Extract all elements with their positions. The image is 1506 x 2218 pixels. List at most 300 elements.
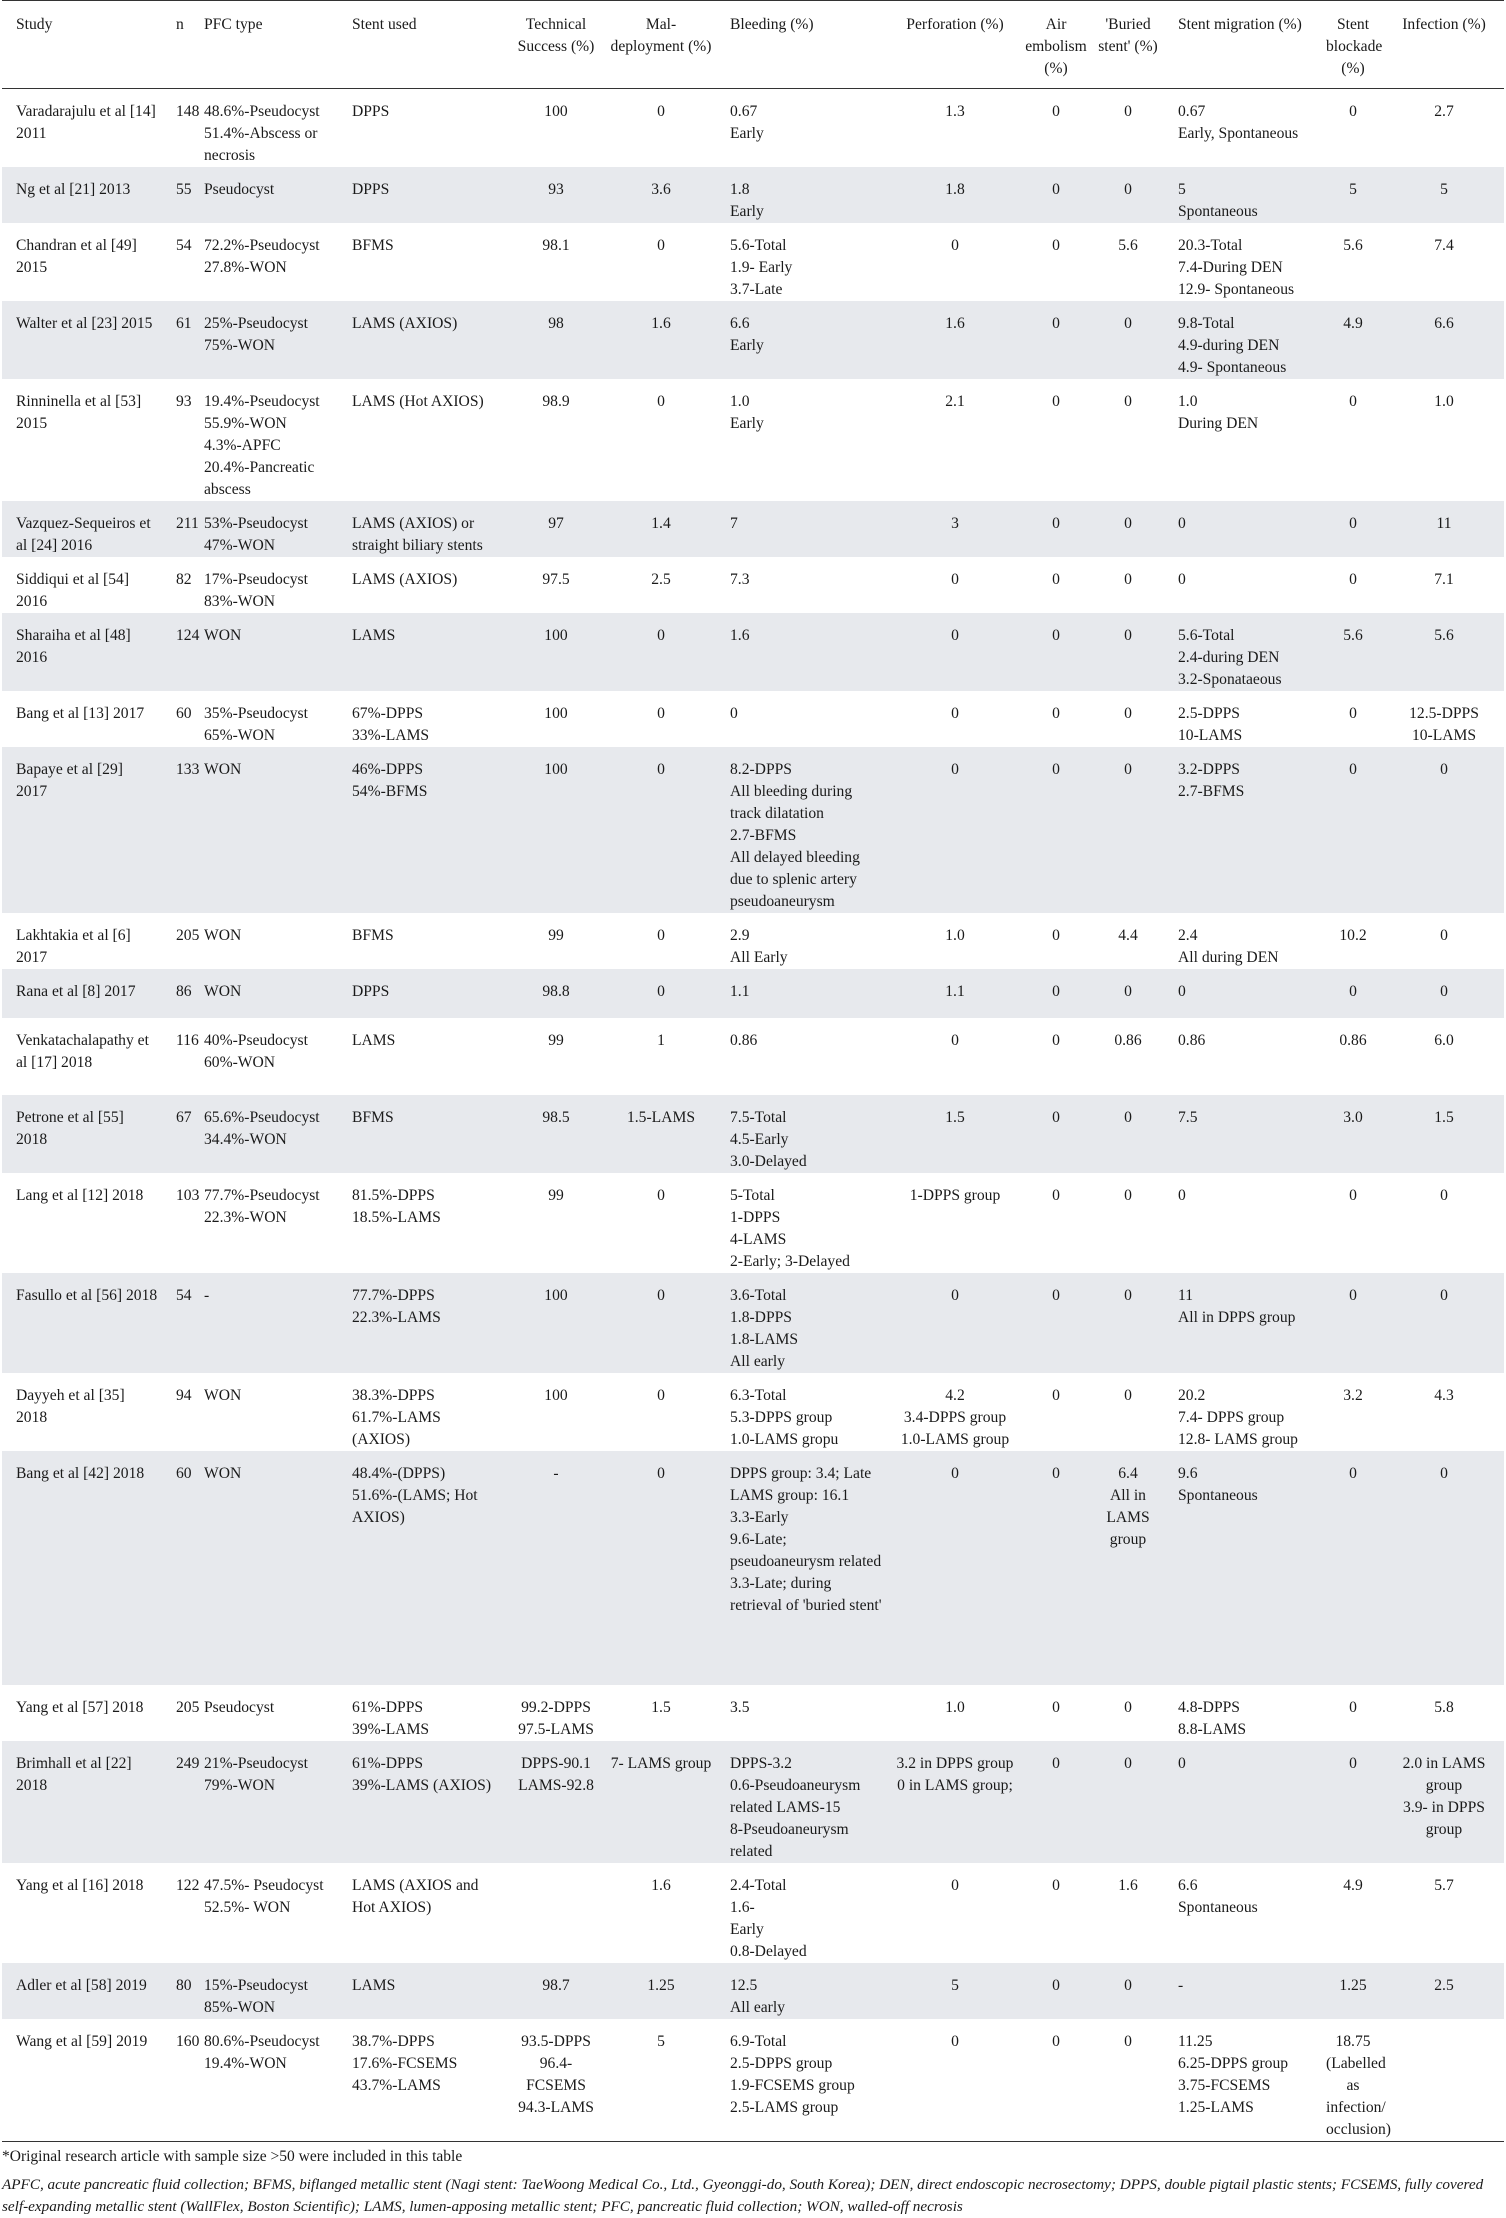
table-row	[2, 969, 1504, 1018]
cell-bleed: 1.1	[730, 983, 750, 1000]
cell-pfc: 47.5%- Pseudocyst 52.5%- WON	[204, 1877, 324, 1916]
cell-tech: 100	[544, 627, 568, 644]
cell-air: 0	[1052, 1387, 1060, 1404]
cell-study: Wang et al [59] 2019	[16, 2033, 148, 2050]
cell-n: 133	[176, 761, 200, 778]
table-header-row	[2, 1, 1504, 89]
table-row	[2, 1863, 1504, 1963]
cell-infect: 6.0	[1434, 1032, 1454, 1049]
cell-perf: 1.0	[945, 1699, 965, 1716]
cell-block: 0	[1349, 1755, 1357, 1772]
table-row	[2, 613, 1504, 691]
cell-bleed: DPPS group: 3.4; Late LAMS group: 16.1 3.3-Early 9.6-Late; pseudoaneurysm related 3.3-Late; during retrieval of 'buried stent'	[730, 1465, 882, 1614]
cell-block: 0	[1349, 1465, 1357, 1482]
table-row	[2, 1095, 1504, 1173]
cell-study: Dayyeh et al [35] 2018	[16, 1387, 125, 1426]
cell-block: 0	[1349, 1287, 1357, 1304]
cell-mal: 0	[657, 1387, 665, 1404]
cell-migr: 0	[1178, 571, 1186, 588]
cell-pfc: WON	[204, 761, 242, 778]
cell-block: 0	[1349, 515, 1357, 532]
cell-tech: 99	[548, 927, 564, 944]
table-row	[2, 379, 1504, 501]
cell-air: 0	[1052, 2033, 1060, 2050]
cell-bleed: 6.9-Total 2.5-DPPS group 1.9-FCSEMS group 2.5-LAMS group	[730, 2033, 855, 2116]
header-mal: Mal-deployment (%)	[610, 16, 712, 55]
cell-study: Chandran et al [49] 2015	[16, 237, 137, 276]
cell-migr: 1.0 During DEN	[1178, 393, 1259, 432]
cell-bleed: 3.5	[730, 1699, 750, 1716]
cell-pfc: Pseudocyst	[204, 181, 275, 198]
cell-mal: 0	[657, 237, 665, 254]
cell-n: 54	[176, 1287, 192, 1304]
cell-pfc: -	[204, 1287, 210, 1304]
cell-block: 0	[1349, 103, 1357, 120]
cell-buried: 0	[1124, 181, 1132, 198]
cell-n: 205	[176, 927, 200, 944]
cell-air: 0	[1052, 983, 1060, 1000]
cell-mal: 7- LAMS group	[610, 1755, 712, 1772]
cell-mal: 1.5-LAMS	[626, 1109, 695, 1126]
cell-air: 0	[1052, 1465, 1060, 1482]
cell-block: 1.25	[1339, 1977, 1367, 1994]
cell-perf: 0	[951, 705, 959, 722]
cell-air: 0	[1052, 705, 1060, 722]
table-row	[2, 1018, 1504, 1095]
cell-buried: 0	[1124, 571, 1132, 588]
cell-buried: 0	[1124, 103, 1132, 120]
cell-infect: 0	[1440, 1287, 1448, 1304]
table-row	[2, 1273, 1504, 1373]
cell-tech: 100	[544, 1387, 568, 1404]
cell-mal: 0	[657, 705, 665, 722]
header-perf: Perforation (%)	[906, 16, 1004, 33]
cell-tech: 93	[548, 181, 564, 198]
cell-infect: 5	[1440, 181, 1448, 198]
cell-tech: 98.9	[542, 393, 570, 410]
cell-tech: 100	[544, 761, 568, 778]
cell-bleed: 1.8 Early	[730, 181, 764, 220]
cell-infect: 4.3	[1434, 1387, 1454, 1404]
cell-perf: 0	[951, 761, 959, 778]
cell-migr: 0	[1178, 1755, 1186, 1772]
cell-infect: 6.6	[1434, 315, 1454, 332]
cell-stent: LAMS (AXIOS and Hot AXIOS)	[352, 1877, 479, 1916]
cell-air: 0	[1052, 103, 1060, 120]
cell-stent: DPPS	[352, 983, 390, 1000]
cell-stent: LAMS (AXIOS)	[352, 571, 458, 588]
cell-n: 122	[176, 1877, 200, 1894]
cell-pfc: 35%-Pseudocyst 65%-WON	[204, 705, 308, 744]
cell-stent: 77.7%-DPPS 22.3%-LAMS	[352, 1287, 441, 1326]
cell-stent: BFMS	[352, 237, 394, 254]
cell-pfc: 65.6%-Pseudocyst 34.4%-WON	[204, 1109, 320, 1148]
cell-stent: LAMS (Hot AXIOS)	[352, 393, 484, 410]
cell-stent: 81.5%-DPPS 18.5%-LAMS	[352, 1187, 441, 1226]
cell-study: Vazquez-Sequeiros et al [24] 2016	[16, 515, 151, 554]
cell-migr: 0.86	[1178, 1032, 1206, 1049]
table-row	[2, 1685, 1504, 1741]
cell-study: Yang et al [57] 2018	[16, 1699, 144, 1716]
cell-block: 3.2	[1343, 1387, 1363, 1404]
cell-buried: 0	[1124, 2033, 1132, 2050]
cell-stent: DPPS	[352, 103, 390, 120]
cell-buried: 4.4	[1118, 927, 1138, 944]
cell-air: 0	[1052, 393, 1060, 410]
table-row	[2, 167, 1504, 223]
cell-buried: 0	[1124, 1287, 1132, 1304]
table-row	[2, 913, 1504, 969]
cell-pfc: 17%-Pseudocyst 83%-WON	[204, 571, 308, 610]
cell-study: Rinninella et al [53] 2015	[16, 393, 142, 432]
cell-study: Bapaye et al [29] 2017	[16, 761, 123, 800]
cell-tech: 100	[544, 705, 568, 722]
cell-perf: 0	[951, 1877, 959, 1894]
cell-stent: BFMS	[352, 927, 394, 944]
cell-infect: 0	[1440, 761, 1448, 778]
cell-perf: 1.3	[945, 103, 965, 120]
cell-block: 0	[1349, 983, 1357, 1000]
cell-air: 0	[1052, 571, 1060, 588]
cell-pfc: 72.2%-Pseudocyst 27.8%-WON	[204, 237, 320, 276]
cell-study: Bang et al [13] 2017	[16, 705, 145, 722]
cell-migr: 0	[1178, 515, 1186, 532]
cell-n: 60	[176, 705, 192, 722]
cell-infect: 0	[1440, 983, 1448, 1000]
cell-air: 0	[1052, 1699, 1060, 1716]
cell-study: Fasullo et al [56] 2018	[16, 1287, 158, 1304]
cell-buried: 0	[1124, 1977, 1132, 1994]
cell-air: 0	[1052, 237, 1060, 254]
cell-infect: 5.6	[1434, 627, 1454, 644]
cell-study: Venkatachalapathy et al [17] 2018	[16, 1032, 149, 1071]
cell-mal: 3.6	[651, 181, 671, 198]
cell-tech: DPPS-90.1 LAMS-92.8	[518, 1755, 594, 1794]
cell-infect: 2.0 in LAMS group 3.9- in DPPS group	[1402, 1755, 1486, 1838]
cell-block: 5.6	[1343, 627, 1363, 644]
cell-air: 0	[1052, 927, 1060, 944]
cell-mal: 1.6	[651, 1877, 671, 1894]
table-row	[2, 691, 1504, 747]
cell-tech: -	[553, 1465, 559, 1482]
cell-study: Varadarajulu et al [14] 2011	[16, 103, 156, 142]
cell-stent: LAMS	[352, 627, 396, 644]
cell-buried: 5.6	[1118, 237, 1138, 254]
table-body	[2, 89, 1504, 2142]
cell-migr: 9.6 Spontaneous	[1178, 1465, 1258, 1504]
cell-block: 0	[1349, 705, 1357, 722]
cell-study: Petrone et al [55] 2018	[16, 1109, 124, 1148]
header-tech: Technical Success (%)	[517, 16, 595, 55]
cell-perf: 4.2 3.4-DPPS group 1.0-LAMS group	[900, 1387, 1010, 1448]
cell-pfc: 15%-Pseudocyst 85%-WON	[204, 1977, 308, 2016]
cell-tech: 97	[548, 515, 564, 532]
cell-buried: 1.6	[1118, 1877, 1138, 1894]
cell-migr: 4.8-DPPS 8.8-LAMS	[1178, 1699, 1247, 1738]
cell-mal: 0	[657, 627, 665, 644]
cell-air: 0	[1052, 1287, 1060, 1304]
header-bleed: Bleeding (%)	[730, 16, 814, 33]
cell-n: 86	[176, 983, 192, 1000]
cell-pfc: WON	[204, 1465, 242, 1482]
cell-pfc: WON	[204, 627, 242, 644]
cell-air: 0	[1052, 761, 1060, 778]
cell-stent: 38.3%-DPPS 61.7%-LAMS (AXIOS)	[352, 1387, 441, 1448]
cell-migr: 3.2-DPPS 2.7-BFMS	[1178, 761, 1245, 800]
cell-infect: 5.8	[1434, 1699, 1454, 1716]
cell-n: 148	[176, 103, 200, 120]
cell-n: 55	[176, 181, 192, 198]
cell-infect: 2.5	[1434, 1977, 1454, 1994]
cell-block: 0.86	[1339, 1032, 1367, 1049]
cell-block: 18.75 (Labelled as infection/ occlusion)	[1326, 2033, 1391, 2138]
cell-study: Bang et al [42] 2018	[16, 1465, 145, 1482]
cell-bleed: 7.5-Total 4.5-Early 3.0-Delayed	[730, 1109, 807, 1170]
cell-n: 124	[176, 627, 200, 644]
header-air: Air embolism (%)	[1025, 16, 1087, 77]
cell-study: Walter et al [23] 2015	[16, 315, 153, 332]
cell-buried: 0	[1124, 1187, 1132, 1204]
header-stent: Stent used	[352, 16, 417, 33]
cell-perf: 1.8	[945, 181, 965, 198]
header-migr: Stent migration (%)	[1178, 16, 1302, 33]
table-row	[2, 223, 1504, 301]
cell-stent: 46%-DPPS 54%-BFMS	[352, 761, 428, 800]
cell-perf: 3	[951, 515, 959, 532]
cell-block: 0	[1349, 1187, 1357, 1204]
cell-mal: 1.6	[651, 315, 671, 332]
cell-perf: 0	[951, 571, 959, 588]
cell-mal: 0	[657, 1287, 665, 1304]
cell-pfc: 77.7%-Pseudocyst 22.3%-WON	[204, 1187, 320, 1226]
cell-mal: 1.4	[651, 515, 671, 532]
cell-infect: 1.0	[1434, 393, 1454, 410]
abbreviations-note: APFC, acute pancreatic fluid collection; BFMS, biflanged metallic stent (Nagi stent: TaeWoong Medical Co., Ltd., Gyeonggi-do, South Korea); DEN, direct endoscopic necrosectomy; DPPS, double pigtail plastic stents; FCSEMS, fully covered self-expanding metallic stent (WallFlex, Boston Scientific); LAMS, lumen-apposing metallic stent; PFC, pancreatic fluid collection; WON, walled-off necrosis	[2, 2176, 1484, 2215]
cell-tech: 98	[548, 315, 564, 332]
complications-table	[2, 0, 1504, 2142]
cell-migr: 0	[1178, 1187, 1186, 1204]
cell-bleed: 0	[730, 705, 738, 722]
cell-pfc: WON	[204, 927, 242, 944]
cell-study: Adler et al [58] 2019	[16, 1977, 147, 1994]
cell-block: 5.6	[1343, 237, 1363, 254]
table-row	[2, 1173, 1504, 1273]
cell-n: 80	[176, 1977, 192, 1994]
header-buried: 'Buried stent' (%)	[1098, 16, 1158, 55]
cell-migr: 11.25 6.25-DPPS group 3.75-FCSEMS 1.25-LAMS	[1178, 2033, 1289, 2116]
cell-block: 3.0	[1343, 1109, 1363, 1126]
cell-infect: 12.5-DPPS 10-LAMS	[1409, 705, 1479, 744]
cell-bleed: DPPS-3.2 0.6-Pseudoaneurysm related LAMS-15 8-Pseudoaneurysm related	[730, 1755, 861, 1860]
cell-bleed: 1.0 Early	[730, 393, 764, 432]
cell-pfc: WON	[204, 1387, 242, 1404]
cell-perf: 1.6	[945, 315, 965, 332]
cell-air: 0	[1052, 1187, 1060, 1204]
cell-mal: 0	[657, 1187, 665, 1204]
cell-air: 0	[1052, 1032, 1060, 1049]
cell-migr: 5.6-Total 2.4-during DEN 3.2-Sponataeous	[1178, 627, 1282, 688]
cell-n: 93	[176, 393, 192, 410]
table-row	[2, 1373, 1504, 1451]
cell-tech: 100	[544, 1287, 568, 1304]
table-container	[2, 0, 1504, 2142]
cell-n: 67	[176, 1109, 192, 1126]
cell-pfc: Pseudocyst	[204, 1699, 275, 1716]
cell-stent: LAMS	[352, 1032, 396, 1049]
cell-buried: 0	[1124, 983, 1132, 1000]
cell-bleed: 5-Total 1-DPPS 4-LAMS 2-Early; 3-Delayed	[730, 1187, 850, 1270]
cell-mal: 0	[657, 761, 665, 778]
cell-n: 94	[176, 1387, 192, 1404]
cell-bleed: 3.6-Total 1.8-DPPS 1.8-LAMS All early	[730, 1287, 799, 1370]
cell-study: Siddiqui et al [54] 2016	[16, 571, 130, 610]
cell-stent: BFMS	[352, 1109, 394, 1126]
cell-study: Brimhall et al [22] 2018	[16, 1755, 132, 1794]
cell-block: 4.9	[1343, 1877, 1363, 1894]
cell-infect: 0	[1440, 1187, 1448, 1204]
header-n: n	[176, 16, 184, 33]
cell-bleed: 12.5 All early	[730, 1977, 785, 2016]
cell-stent: 38.7%-DPPS 17.6%-FCSEMS 43.7%-LAMS	[352, 2033, 458, 2094]
cell-n: 211	[176, 515, 199, 532]
cell-air: 0	[1052, 315, 1060, 332]
cell-stent: 48.4%-(DPPS) 51.6%-(LAMS; Hot AXIOS)	[352, 1465, 478, 1526]
cell-n: 249	[176, 1755, 200, 1772]
cell-mal: 5	[657, 2033, 665, 2050]
cell-n: 103	[176, 1187, 200, 1204]
cell-perf: 0	[951, 1287, 959, 1304]
cell-tech: 99	[548, 1032, 564, 1049]
table-row	[2, 1451, 1504, 1685]
cell-air: 0	[1052, 515, 1060, 532]
cell-mal: 1.25	[647, 1977, 675, 1994]
cell-n: 160	[176, 2033, 200, 2050]
table-row	[2, 89, 1504, 168]
cell-mal: 0	[657, 983, 665, 1000]
cell-migr: -	[1178, 1977, 1184, 1994]
cell-bleed: 7.3	[730, 571, 750, 588]
cell-bleed: 8.2-DPPS All bleeding during track dilatation 2.7-BFMS All delayed bleeding due to splenic artery pseudoaneurysm	[730, 761, 860, 910]
cell-migr: 5 Spontaneous	[1178, 181, 1258, 220]
cell-pfc: 21%-Pseudocyst 79%-WON	[204, 1755, 308, 1794]
cell-study: Ng et al [21] 2013	[16, 181, 131, 198]
cell-mal: 0	[657, 103, 665, 120]
table-row	[2, 301, 1504, 379]
header-pfc: PFC type	[204, 16, 263, 33]
cell-stent: 61%-DPPS 39%-LAMS	[352, 1699, 430, 1738]
cell-migr: 11 All in DPPS group	[1178, 1287, 1296, 1326]
cell-air: 0	[1052, 1109, 1060, 1126]
cell-tech: 100	[544, 103, 568, 120]
cell-bleed: 5.6-Total 1.9- Early 3.7-Late	[730, 237, 793, 298]
cell-mal: 0	[657, 927, 665, 944]
cell-buried: 6.4 All in LAMS group	[1106, 1465, 1150, 1548]
cell-perf: 2.1	[945, 393, 965, 410]
cell-block: 0	[1349, 393, 1357, 410]
cell-mal: 0	[657, 393, 665, 410]
cell-migr: 20.2 7.4- DPPS group 12.8- LAMS group	[1178, 1387, 1298, 1448]
cell-mal: 1	[657, 1032, 665, 1049]
cell-infect: 0	[1440, 1465, 1448, 1482]
cell-n: 60	[176, 1465, 192, 1482]
cell-tech: 98.8	[542, 983, 570, 1000]
cell-perf: 5	[951, 1977, 959, 1994]
table-row	[2, 557, 1504, 613]
cell-pfc: 48.6%-Pseudocyst 51.4%-Abscess or necrosis	[204, 103, 320, 164]
cell-tech: 98.7	[542, 1977, 570, 1994]
cell-pfc: 53%-Pseudocyst 47%-WON	[204, 515, 308, 554]
table-row	[2, 1741, 1504, 1863]
cell-block: 0	[1349, 761, 1357, 778]
cell-migr: 7.5	[1178, 1109, 1198, 1126]
cell-perf: 1.5	[945, 1109, 965, 1126]
cell-pfc: 19.4%-Pseudocyst 55.9%-WON 4.3%-APFC 20.4%-Pancreatic abscess	[204, 393, 320, 498]
cell-migr: 2.4 All during DEN	[1178, 927, 1279, 966]
cell-air: 0	[1052, 1755, 1060, 1772]
cell-perf: 1-DPPS group	[909, 1187, 1001, 1204]
cell-bleed: 1.6	[730, 627, 750, 644]
cell-buried: 0	[1124, 315, 1132, 332]
cell-perf: 1.0	[945, 927, 965, 944]
cell-bleed: 6.6 Early	[730, 315, 764, 354]
cell-perf: 0	[951, 1465, 959, 1482]
cell-study: Sharaiha et al [48] 2016	[16, 627, 131, 666]
cell-infect	[1384, 2019, 1504, 2142]
cell-buried: 0	[1124, 1109, 1132, 1126]
cell-buried: 0	[1124, 1387, 1132, 1404]
cell-infect: 1.5	[1434, 1109, 1454, 1126]
cell-stent: 61%-DPPS 39%-LAMS (AXIOS)	[352, 1755, 492, 1794]
cell-perf: 3.2 in DPPS group 0 in LAMS group;	[896, 1755, 1014, 1794]
cell-pfc: WON	[204, 983, 242, 1000]
cell-mal: 1.5	[651, 1699, 671, 1716]
table-row	[2, 2019, 1504, 2142]
cell-block: 0	[1349, 1699, 1357, 1716]
table-row	[2, 747, 1504, 913]
cell-air: 0	[1052, 1877, 1060, 1894]
cell-bleed: 2.4-Total 1.6- Early 0.8-Delayed	[730, 1877, 807, 1960]
table-row	[2, 1963, 1504, 2019]
cell-perf: 1.1	[945, 983, 965, 1000]
cell-perf: 0	[951, 627, 959, 644]
cell-migr: 20.3-Total 7.4-During DEN 12.9- Spontaneous	[1178, 237, 1295, 298]
cell-n: 205	[176, 1699, 200, 1716]
header-study: Study	[16, 16, 53, 33]
cell-tech: 98.5	[542, 1109, 570, 1126]
cell-mal: 0	[657, 1465, 665, 1482]
cell-stent: DPPS	[352, 181, 390, 198]
header-infect: Infection (%)	[1402, 16, 1486, 33]
cell-block: 0	[1349, 571, 1357, 588]
cell-block: 5	[1349, 181, 1357, 198]
table-footnote: *Original research article with sample size >50 were included in this table	[2, 2148, 463, 2165]
cell-air: 0	[1052, 1977, 1060, 1994]
cell-infect: 0	[1440, 927, 1448, 944]
cell-migr: 2.5-DPPS 10-LAMS	[1178, 705, 1243, 744]
cell-block: 4.9	[1343, 315, 1363, 332]
cell-bleed: 7	[730, 515, 738, 532]
cell-pfc: 25%-Pseudocyst 75%-WON	[204, 315, 308, 354]
cell-infect: 7.4	[1434, 237, 1454, 254]
cell-block: 10.2	[1339, 927, 1367, 944]
cell-buried: 0.86	[1114, 1032, 1142, 1049]
cell-migr: 0	[1178, 983, 1186, 1000]
cell-study: Yang et al [16] 2018	[16, 1877, 144, 1894]
cell-buried: 0	[1124, 705, 1132, 722]
cell-infect: 5.7	[1434, 1877, 1454, 1894]
cell-tech: 93.5-DPPS 96.4-FCSEMS 94.3-LAMS	[518, 2033, 594, 2116]
cell-n: 116	[176, 1032, 199, 1049]
